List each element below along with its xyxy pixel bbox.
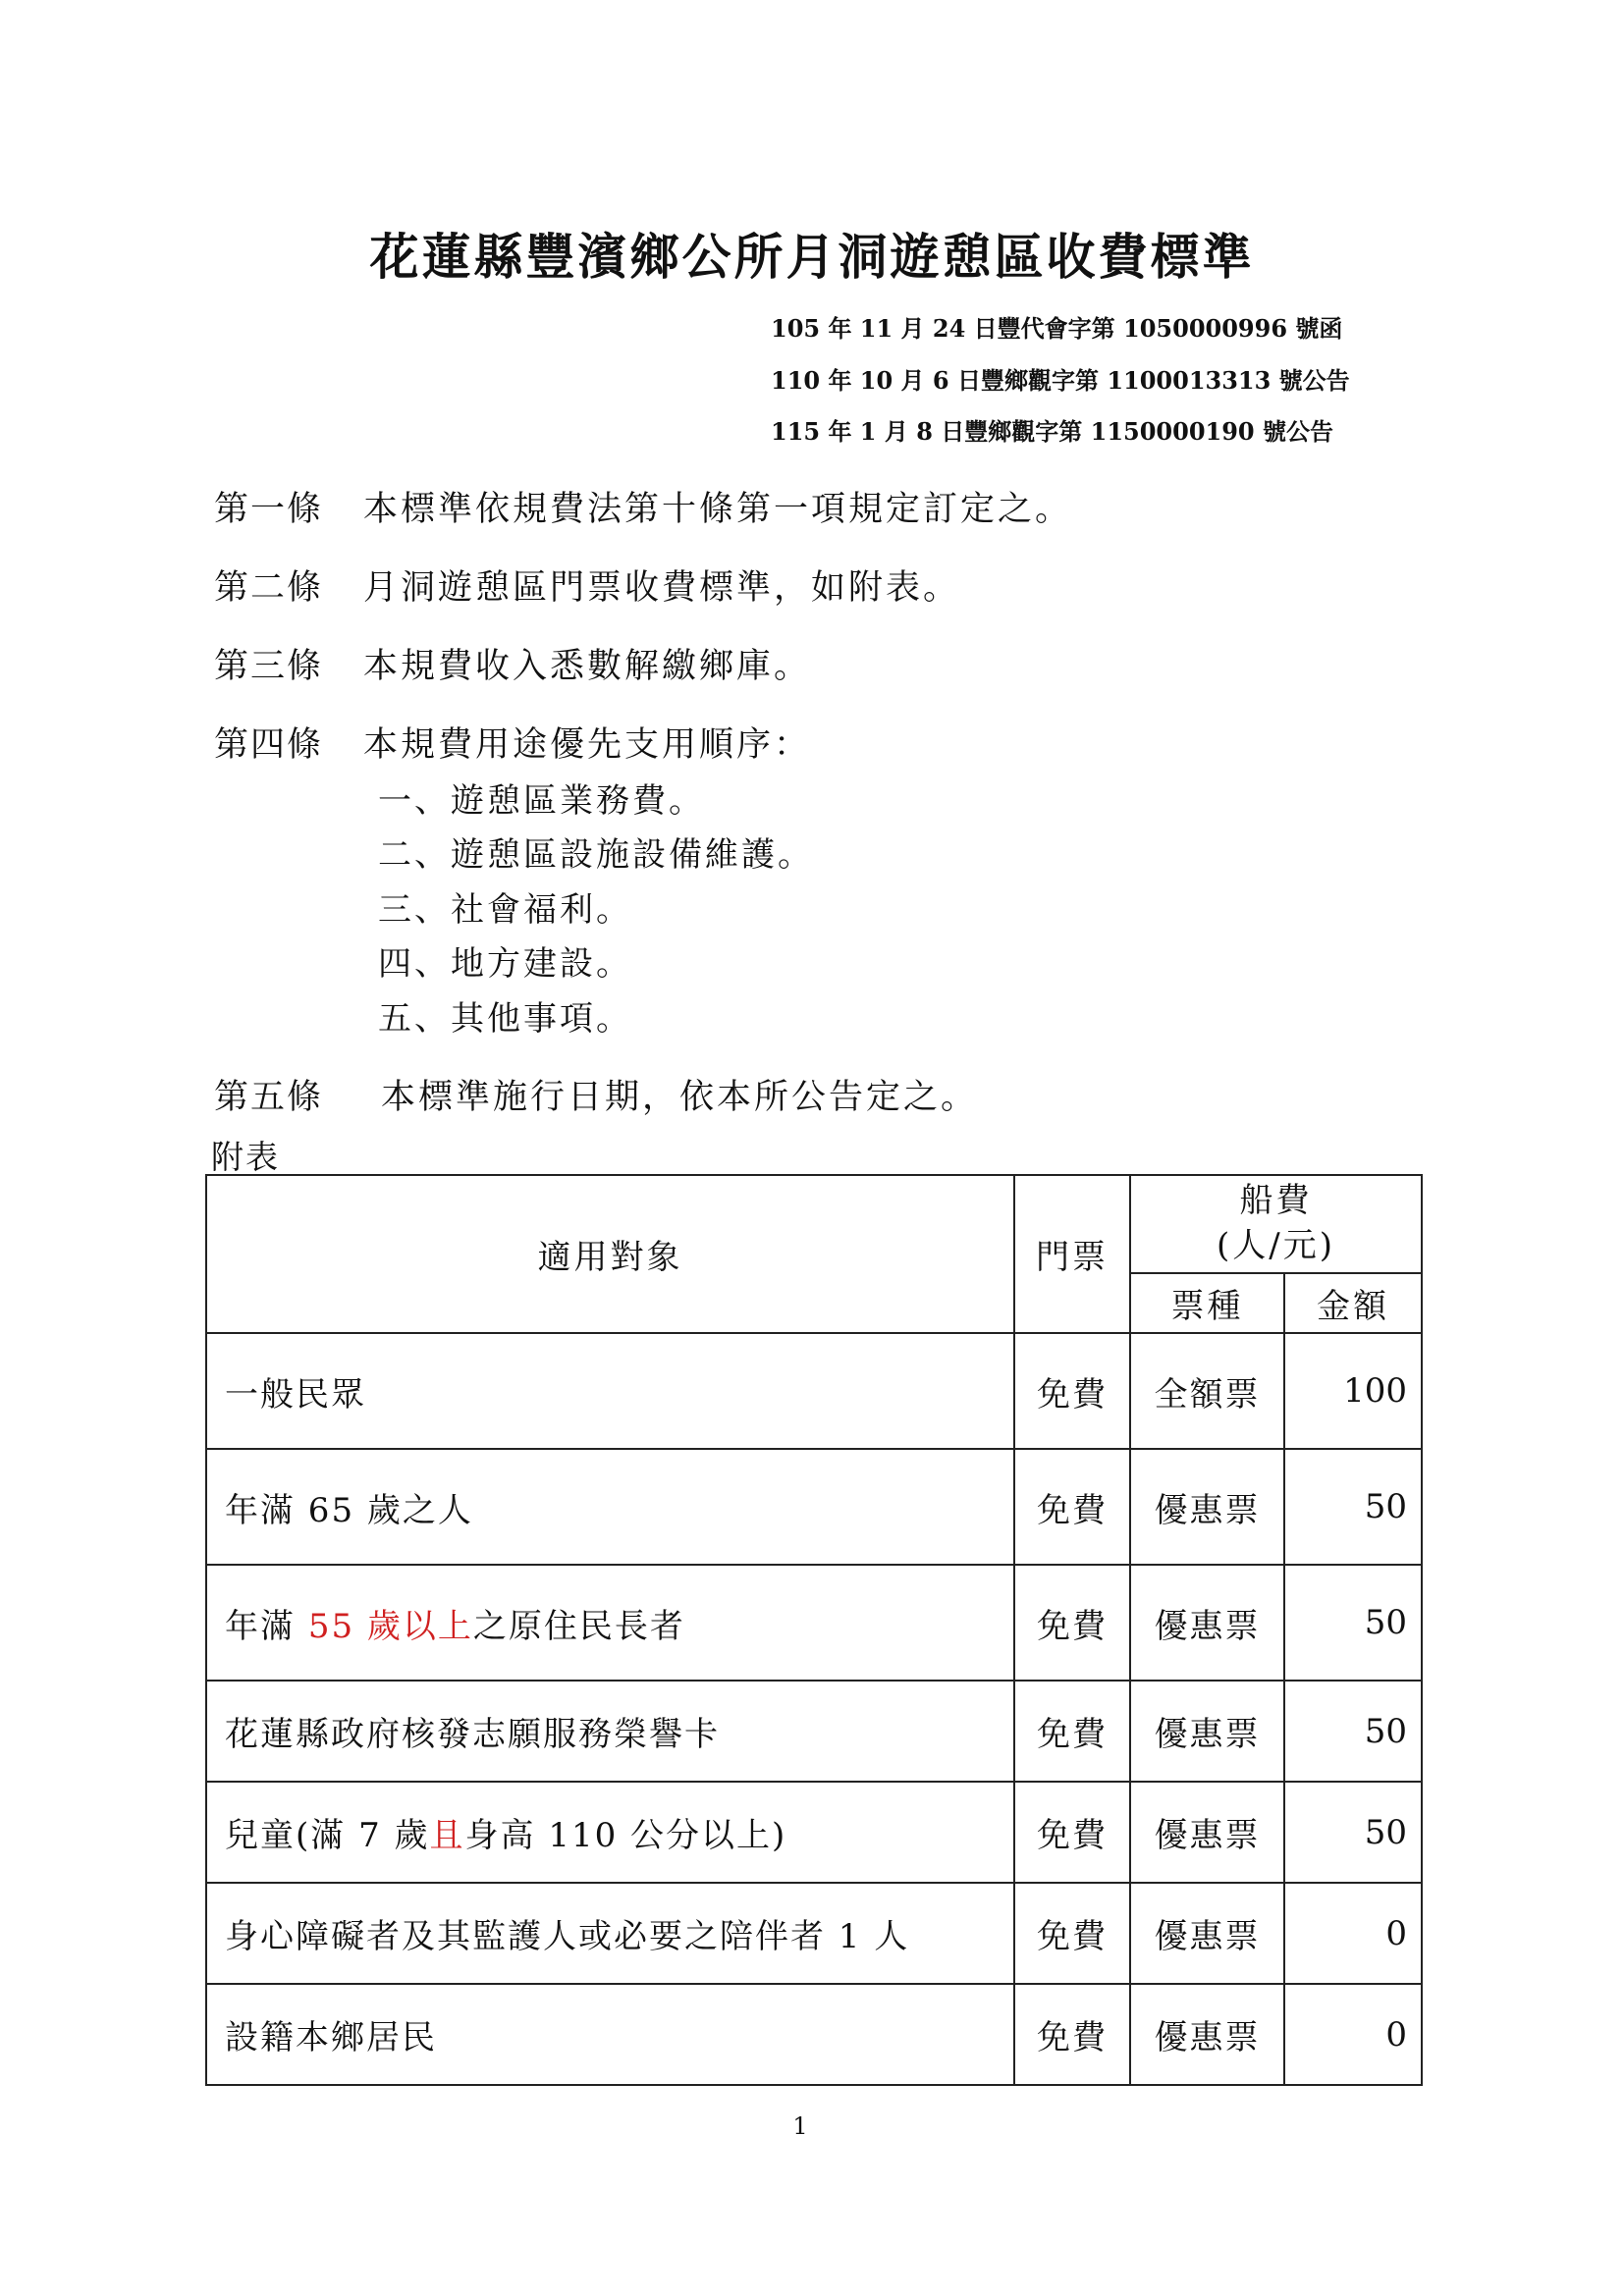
row-ticket: 免費: [1014, 1782, 1130, 1883]
row-target-text: 花蓮縣政府核發志願服務榮譽卡: [225, 1715, 720, 1754]
row-target: [206, 1565, 1014, 1681]
table-header-row: [206, 1175, 1422, 1273]
table-row: [206, 1565, 1422, 1681]
article-label: 第二條: [214, 568, 324, 608]
row-amount: 50: [1284, 1681, 1422, 1782]
table-row: [206, 1449, 1422, 1565]
row-target: [206, 1782, 1014, 1883]
row-target-text: 身心障礙者及其監護人或必要之陪伴者 1 人: [225, 1917, 910, 1956]
article-text: 月洞遊憩區門票收費標準，如附表。: [363, 568, 961, 608]
row-ticket-type: 優惠票: [1130, 1883, 1284, 1984]
header-amount: 金額: [1284, 1273, 1422, 1333]
article-4-item-4: 四、地方建設。: [378, 944, 632, 984]
table-row: [206, 1681, 1422, 1782]
row-amount: 0: [1284, 1883, 1422, 1984]
article-4-item-2: 二、遊憩區設施設備維護。: [378, 835, 814, 875]
reference-line-3: 115 年 1 月 8 日豐鄉觀字第 1150000190 號公告: [771, 417, 1333, 446]
row-ticket-type: 優惠票: [1130, 1984, 1284, 2085]
row-ticket: 免費: [1014, 1333, 1130, 1449]
header-ticket: 門票: [1014, 1175, 1130, 1333]
header-ship-fee-title: 船費: [1239, 1181, 1313, 1221]
header-ship-fee: [1130, 1175, 1422, 1273]
table-row: [206, 1782, 1422, 1883]
row-amount: 100: [1284, 1333, 1422, 1449]
article-3: [214, 647, 812, 686]
row-ticket: 免費: [1014, 1984, 1130, 2085]
reference-line-2: 110 年 10 月 6 日豐鄉觀字第 1100013313 號公告: [771, 366, 1350, 395]
header-target: 適用對象: [206, 1175, 1014, 1333]
table-row: [206, 1984, 1422, 2085]
article-4-item-3: 三、社會福利。: [378, 890, 632, 930]
header-ticket-type: 票種: [1130, 1273, 1284, 1333]
row-target-highlight: 且: [429, 1816, 465, 1855]
row-ticket-type: 優惠票: [1130, 1565, 1284, 1681]
row-target: [206, 1681, 1014, 1782]
article-4: [214, 725, 812, 765]
article-label: 第一條: [214, 490, 324, 529]
row-target: [206, 1449, 1014, 1565]
article-label: 第三條: [214, 647, 324, 686]
row-amount: 50: [1284, 1449, 1422, 1565]
row-ticket: 免費: [1014, 1449, 1130, 1565]
row-ticket-type: 優惠票: [1130, 1782, 1284, 1883]
row-target-text: 一般民眾: [225, 1374, 366, 1415]
row-target-text: 年滿: [225, 1606, 308, 1646]
reference-line-1: 105 年 11 月 24 日豐代會字第 1050000996 號函: [771, 314, 1343, 343]
document-title: 花蓮縣豐濱鄉公所月洞遊憩區收費標準: [369, 229, 1255, 286]
row-ticket: 免費: [1014, 1681, 1130, 1782]
row-target-text-end: 身高 110 公分以上): [464, 1816, 787, 1855]
row-amount: 50: [1284, 1565, 1422, 1681]
row-target: [206, 1333, 1014, 1449]
row-target: [206, 1883, 1014, 1984]
row-target-highlight: 55 歲以上: [307, 1606, 473, 1646]
row-target-text: 設籍本鄉居民: [225, 2018, 437, 2057]
row-target-text: 年滿 65 歲之人: [225, 1490, 473, 1530]
row-amount: 0: [1284, 1984, 1422, 2085]
article-text: 本規費收入悉數解繳鄉庫。: [363, 647, 812, 686]
row-target-text: 兒童(滿 7 歲: [225, 1816, 430, 1855]
article-text: 本標準依規費法第十條第一項規定訂定之。: [363, 490, 1073, 529]
row-ticket-type: 優惠票: [1130, 1681, 1284, 1782]
article-4-item-5: 五、其他事項。: [378, 999, 632, 1039]
article-2: [214, 568, 961, 608]
article-label: 第五條: [214, 1078, 324, 1117]
row-ticket: 免費: [1014, 1883, 1130, 1984]
article-4-item-1: 一、遊憩區業務費。: [378, 781, 705, 821]
article-label: 第四條: [214, 725, 324, 765]
table-row: [206, 1333, 1422, 1449]
row-ticket: 免費: [1014, 1565, 1130, 1681]
article-1: [214, 490, 1073, 529]
article-5: [214, 1078, 979, 1117]
article-text: 本規費用途優先支用順序：: [363, 725, 812, 765]
annex-label: 附表: [211, 1138, 280, 1176]
fee-table: [205, 1174, 1423, 2086]
row-target: [206, 1984, 1014, 2085]
table-row: [206, 1883, 1422, 1984]
row-amount: 50: [1284, 1782, 1422, 1883]
row-ticket-type: 優惠票: [1130, 1449, 1284, 1565]
row-target-text-end: 之原住民長者: [472, 1606, 685, 1646]
page-number: 1: [792, 2112, 808, 2140]
article-text: 本標準施行日期，依本所公告定之。: [381, 1078, 979, 1117]
header-ship-fee-unit: (人/元): [1217, 1226, 1335, 1265]
row-ticket-type: 全額票: [1130, 1333, 1284, 1449]
